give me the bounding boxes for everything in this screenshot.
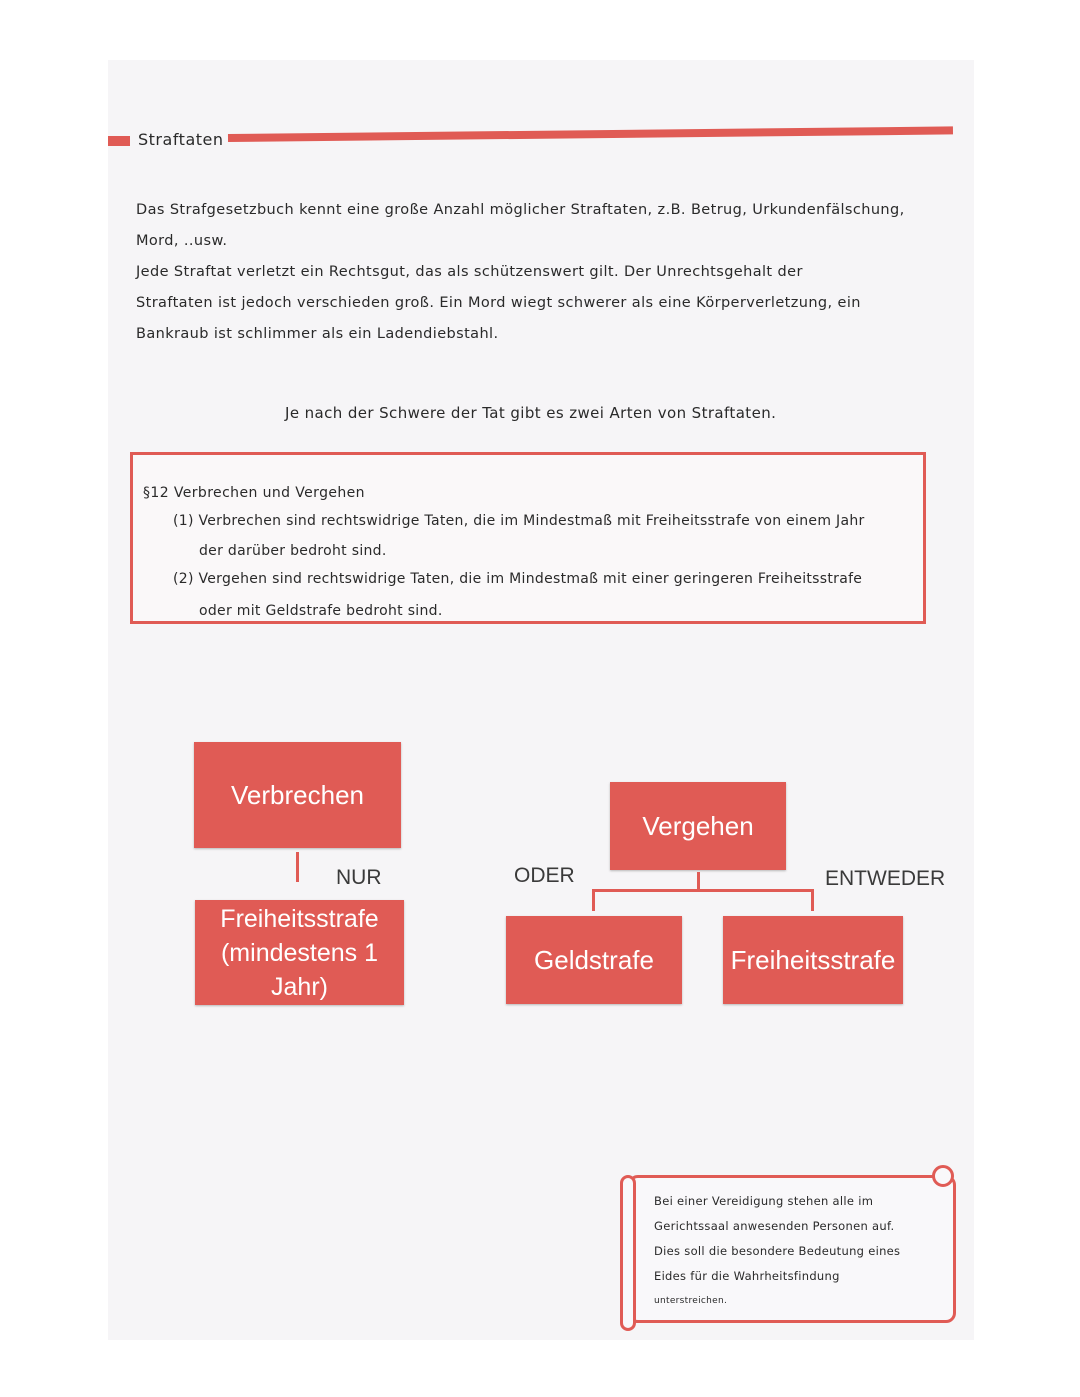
- node-geldstrafe: Geldstrafe: [506, 916, 682, 1004]
- law-box: [130, 452, 926, 624]
- connector-geldstrafe: [592, 889, 595, 911]
- body-line: Das Strafgesetzbuch kennt eine große Anzahl möglicher Straftaten, z.B. Betrug, Urkundenfälschung,: [136, 202, 905, 218]
- connector-verbrechen: [296, 852, 299, 882]
- section-title: Straftaten: [138, 130, 224, 149]
- scroll-roll-left: [620, 1175, 636, 1331]
- connector-vergehen-bar: [592, 889, 814, 892]
- scroll-roll-right: [932, 1165, 954, 1187]
- note-line: Eides für die Wahrheitsfindung: [654, 1269, 840, 1283]
- node-freiheitsstrafe: Freiheitsstrafe: [723, 916, 903, 1004]
- body-line: Jede Straftat verletzt ein Rechtsgut, das als schützenswert gilt. Der Unrechtsgehalt der: [136, 264, 803, 280]
- law-heading: §12 Verbrechen und Vergehen: [143, 485, 365, 501]
- body-line: Mord, ..usw.: [136, 233, 228, 249]
- body-line: Straftaten ist jedoch verschieden groß. Ein Mord wiegt schwerer als eine Körperverletzung, ein: [136, 295, 861, 311]
- law-line: oder mit Geldstrafe bedroht sind.: [199, 603, 443, 619]
- header-marker: [108, 136, 130, 146]
- note-scroll: [620, 1165, 954, 1331]
- label-nur: NUR: [336, 866, 382, 889]
- section-header: [108, 130, 953, 152]
- connector-vergehen-stem: [697, 872, 700, 890]
- law-line: der darüber bedroht sind.: [199, 543, 387, 559]
- connector-freiheitsstrafe: [811, 889, 814, 911]
- note-line: Bei einer Vereidigung stehen alle im: [654, 1194, 874, 1208]
- node-freiheitsstrafe-min: Freiheitsstrafe (mindestens 1 Jahr): [195, 900, 404, 1005]
- label-entweder: ENTWEDER: [825, 867, 946, 890]
- node-vergehen: Vergehen: [610, 782, 786, 870]
- note-line: Gerichtssaal anwesenden Personen auf.: [654, 1219, 895, 1233]
- law-line: (1) Verbrechen sind rechtswidrige Taten, die im Mindestmaß mit Freiheitsstrafe von einem Jahr: [173, 513, 865, 529]
- note-text: [654, 1189, 924, 1314]
- law-line: (2) Vergehen sind rechtswidrige Taten, die im Mindestmaß mit einer geringeren Freiheitsstrafe: [173, 571, 863, 587]
- label-oder: ODER: [514, 864, 575, 887]
- note-line: unterstreichen.: [654, 1296, 728, 1306]
- note-line: Dies soll die besondere Bedeutung eines: [654, 1244, 901, 1258]
- node-verbrechen: Verbrechen: [194, 742, 401, 848]
- intro-sentence: Je nach der Schwere der Tat gibt es zwei Arten von Straftaten.: [285, 404, 777, 422]
- body-text: [136, 195, 946, 350]
- body-line: Bankraub ist schlimmer als ein Ladendiebstahl.: [136, 326, 499, 342]
